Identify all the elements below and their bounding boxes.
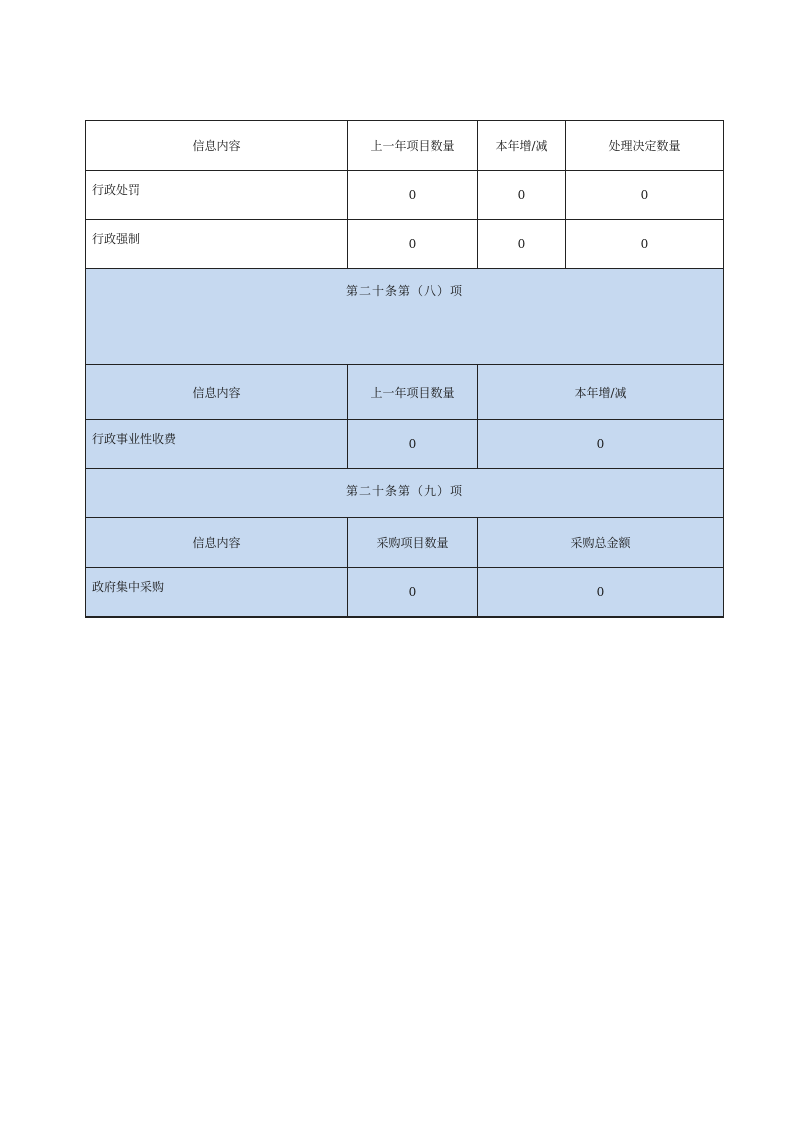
cell-decisions: 0 [566, 171, 724, 220]
header-decision-count: 处理决定数量 [566, 121, 724, 171]
table1-header-row [86, 121, 724, 171]
row-label-administrative-enforcement: 行政强制 [86, 220, 348, 269]
header-info-content: 信息内容 [86, 121, 348, 171]
cell-prev-count: 0 [348, 420, 478, 469]
header-prev-year-count: 上一年项目数量 [348, 365, 478, 420]
cell-decisions: 0 [566, 220, 724, 269]
cell-total-amount: 0 [478, 568, 724, 617]
header-change: 本年增/减 [478, 365, 724, 420]
table-row [86, 568, 724, 617]
row-label-government-procurement: 政府集中采购 [86, 568, 348, 617]
header-procurement-count: 采购项目数量 [348, 518, 478, 568]
header-info-content: 信息内容 [86, 518, 348, 568]
cell-project-count: 0 [348, 568, 478, 617]
header-prev-year-count: 上一年项目数量 [348, 121, 478, 171]
section8-title-row [86, 269, 724, 365]
row-label-admin-fees: 行政事业性收费 [86, 420, 348, 469]
cell-prev-count: 0 [348, 220, 478, 269]
row-label-administrative-penalty: 行政处罚 [86, 171, 348, 220]
table-row [86, 420, 724, 469]
disclosure-table [85, 120, 724, 618]
cell-change: 0 [478, 171, 566, 220]
section8-header-row [86, 365, 724, 420]
header-change: 本年增/减 [478, 121, 566, 171]
section9-title-row [86, 469, 724, 518]
cell-change: 0 [478, 220, 566, 269]
section9-header-row [86, 518, 724, 568]
header-info-content: 信息内容 [86, 365, 348, 420]
section8-title: 第二十条第（八）项 [86, 269, 724, 365]
cell-change: 0 [478, 420, 724, 469]
header-procurement-amount: 采购总金额 [478, 518, 724, 568]
cell-prev-count: 0 [348, 171, 478, 220]
table-row [86, 220, 724, 269]
table-row [86, 171, 724, 220]
section9-title: 第二十条第（九）项 [86, 469, 724, 518]
